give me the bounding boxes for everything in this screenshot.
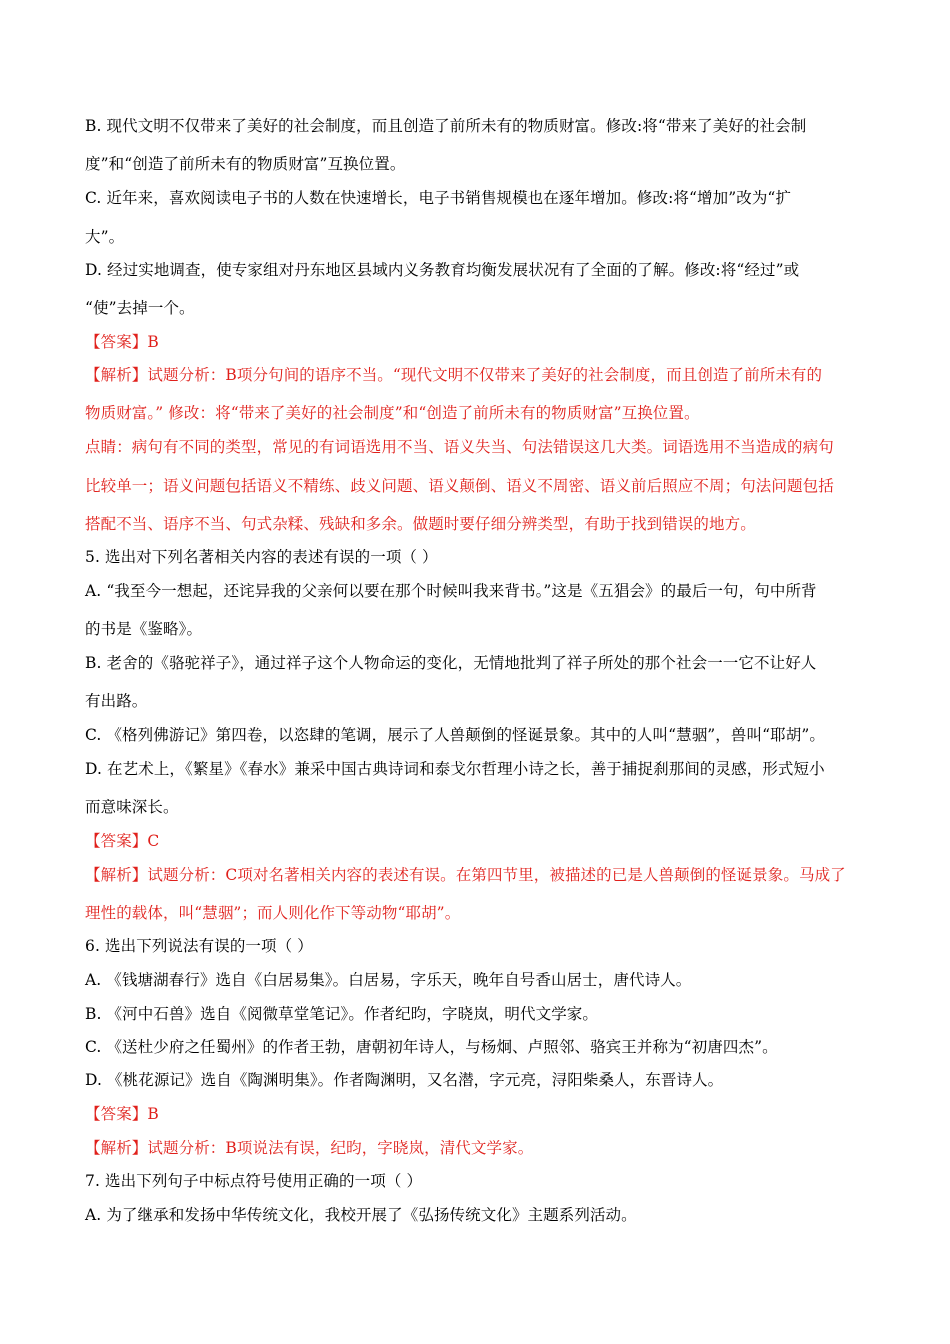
q5-stem: 5. 选出对下列名著相关内容的表述有误的一项（ ） — [85, 548, 438, 566]
q5-option-a-line2: 的书是《鉴略》。 — [85, 620, 203, 638]
q4-option-b-line2: 度”和“创造了前所未有的物质财富”互换位置。 — [85, 155, 406, 173]
q5-option-d-line2: 而意味深长。 — [85, 798, 179, 816]
q4-option-b-line1: B. 现代文明不仅带来了美好的社会制度，而且创造了前所未有的物质财富。修改:将“带来了美好的社会制 — [85, 117, 807, 135]
q4-tip-line2: 比较单一；语义问题包括语义不精练、歧义问题、语义颠倒、语义不周密、语义前后照应不周；句法问题包括 — [85, 477, 834, 495]
q6-option-b: B. 《河中石兽》选自《阅微草堂笔记》。作者纪昀，字晓岚，明代文学家。 — [85, 1005, 598, 1023]
q4-tip-line1: 点睛：病句有不同的类型，常见的有词语选用不当、语义失当、句法错误这几大类。词语选用不当造成的病句 — [85, 438, 834, 456]
q6-answer: 【答案】B — [85, 1105, 159, 1123]
q6-option-a: A. 《钱塘湖春行》选自《白居易集》。白居易，字乐天，晚年自号香山居士，唐代诗人。 — [85, 971, 692, 989]
q4-answer: 【答案】B — [85, 333, 159, 351]
q5-option-b-line1: B. 老舍的《骆驼祥子》，通过祥子这个人物命运的变化，无情地批判了祥子所处的那个社会一一它不让好人 — [85, 654, 817, 672]
q4-analysis-line2: 物质财富。” 修改：将“带来了美好的社会制度”和“创造了前所未有的物质财富”互换位置。 — [85, 404, 700, 422]
q6-stem: 6. 选出下列说法有误的一项（ ） — [85, 937, 313, 955]
q6-option-d: D. 《桃花源记》选自《陶渊明集》。作者陶渊明，又名潜，字元亮，浔阳柴桑人，东晋诗人。 — [85, 1071, 724, 1089]
q5-answer: 【答案】C — [85, 832, 160, 850]
q4-option-c-line1: C. 近年来，喜欢阅读电子书的人数在快速增长，电子书销售规模也在逐年增加。修改:将“增加”改为“扩 — [85, 189, 792, 207]
q5-option-a-line1: A. “我至今一想起，还诧异我的父亲何以要在那个时候叫我来背书。”这是《五猖会》的最后一句，句中所背 — [85, 582, 817, 600]
q5-analysis-line2: 理性的载体，叫“慧骃”；而人则化作下等动物“耶胡”。 — [85, 904, 461, 922]
q4-analysis-line1: 【解析】试题分析：B项分句间的语序不当。“现代文明不仅带来了美好的社会制度，而且创造了前所未有的 — [85, 366, 823, 384]
q7-option-a: A. 为了继承和发扬中华传统文化，我校开展了《弘扬传统文化》主题系列活动。 — [85, 1206, 637, 1224]
q4-option-d-line2: “使”去掉一个。 — [85, 299, 195, 317]
q5-option-c: C. 《格列佛游记》第四卷，以恣肆的笔调，展示了人兽颠倒的怪诞景象。其中的人叫“慧骃”，兽叫“耶胡”。 — [85, 726, 825, 744]
q5-analysis-line1: 【解析】试题分析：C项对名著相关内容的表述有误。在第四节里，被描述的已是人兽颠倒的怪诞景象。马成了 — [85, 866, 846, 884]
q5-option-d-line1: D. 在艺术上，《繁星》《春水》兼采中国古典诗词和泰戈尔哲理小诗之长，善于捕捉刹那间的灵感，形式短小 — [85, 760, 825, 778]
q6-option-c: C. 《送杜少府之任蜀州》的作者王勃，唐朝初年诗人，与杨炯、卢照邻、骆宾王并称为“初唐四杰”。 — [85, 1038, 778, 1056]
q5-option-b-line2: 有出路。 — [85, 692, 148, 710]
q4-option-d-line1: D. 经过实地调查，使专家组对丹东地区县域内义务教育均衡发展状况有了全面的了解。修改:将“经过”或 — [85, 261, 800, 279]
q7-stem: 7. 选出下列句子中标点符号使用正确的一项（ ） — [85, 1172, 423, 1190]
q4-option-c-line2: 大”。 — [85, 228, 125, 246]
q4-tip-line3: 搭配不当、语序不当、句式杂糅、残缺和多余。做题时要仔细分辨类型，有助于找到错误的地方。 — [85, 515, 756, 533]
q6-analysis: 【解析】试题分析：B项说法有误，纪昀，字晓岚，清代文学家。 — [85, 1139, 534, 1157]
